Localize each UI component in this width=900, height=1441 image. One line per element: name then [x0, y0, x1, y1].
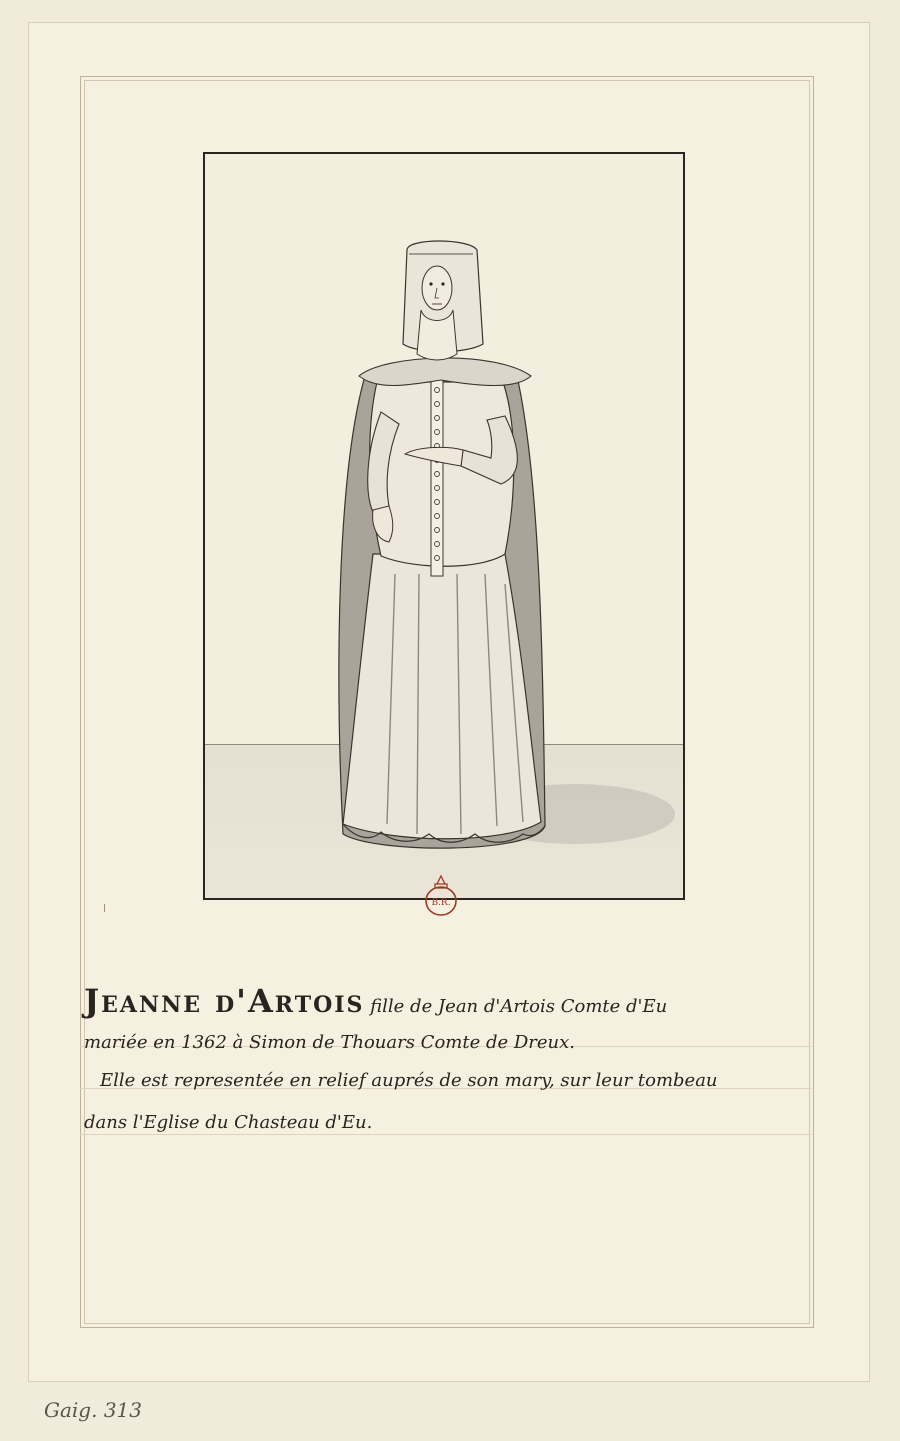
stamp-text: B.R. — [431, 898, 451, 908]
drawing-frame — [203, 152, 685, 900]
caption-line-2: mariée en 1362 à Simon de Thouars Comte de Dreux. — [84, 1032, 576, 1053]
pencil-mark — [104, 904, 105, 912]
library-stamp — [422, 874, 460, 918]
caption-line1-rest: fille de Jean d'Artois Comte d'Eu — [370, 996, 668, 1017]
caption-title: Jeanne d'Artois — [84, 982, 365, 1020]
caption-line-1 — [84, 982, 667, 1020]
caption-line-3: Elle est representée en relief auprés de son mary, sur leur tombeau — [100, 1070, 718, 1091]
caption-line-4: dans l'Eglise du Chasteau d'Eu. — [84, 1112, 373, 1133]
shelfmark: Gaig. 313 — [44, 1398, 142, 1422]
rule-line — [80, 1134, 812, 1135]
effigy-drawing — [205, 154, 683, 898]
